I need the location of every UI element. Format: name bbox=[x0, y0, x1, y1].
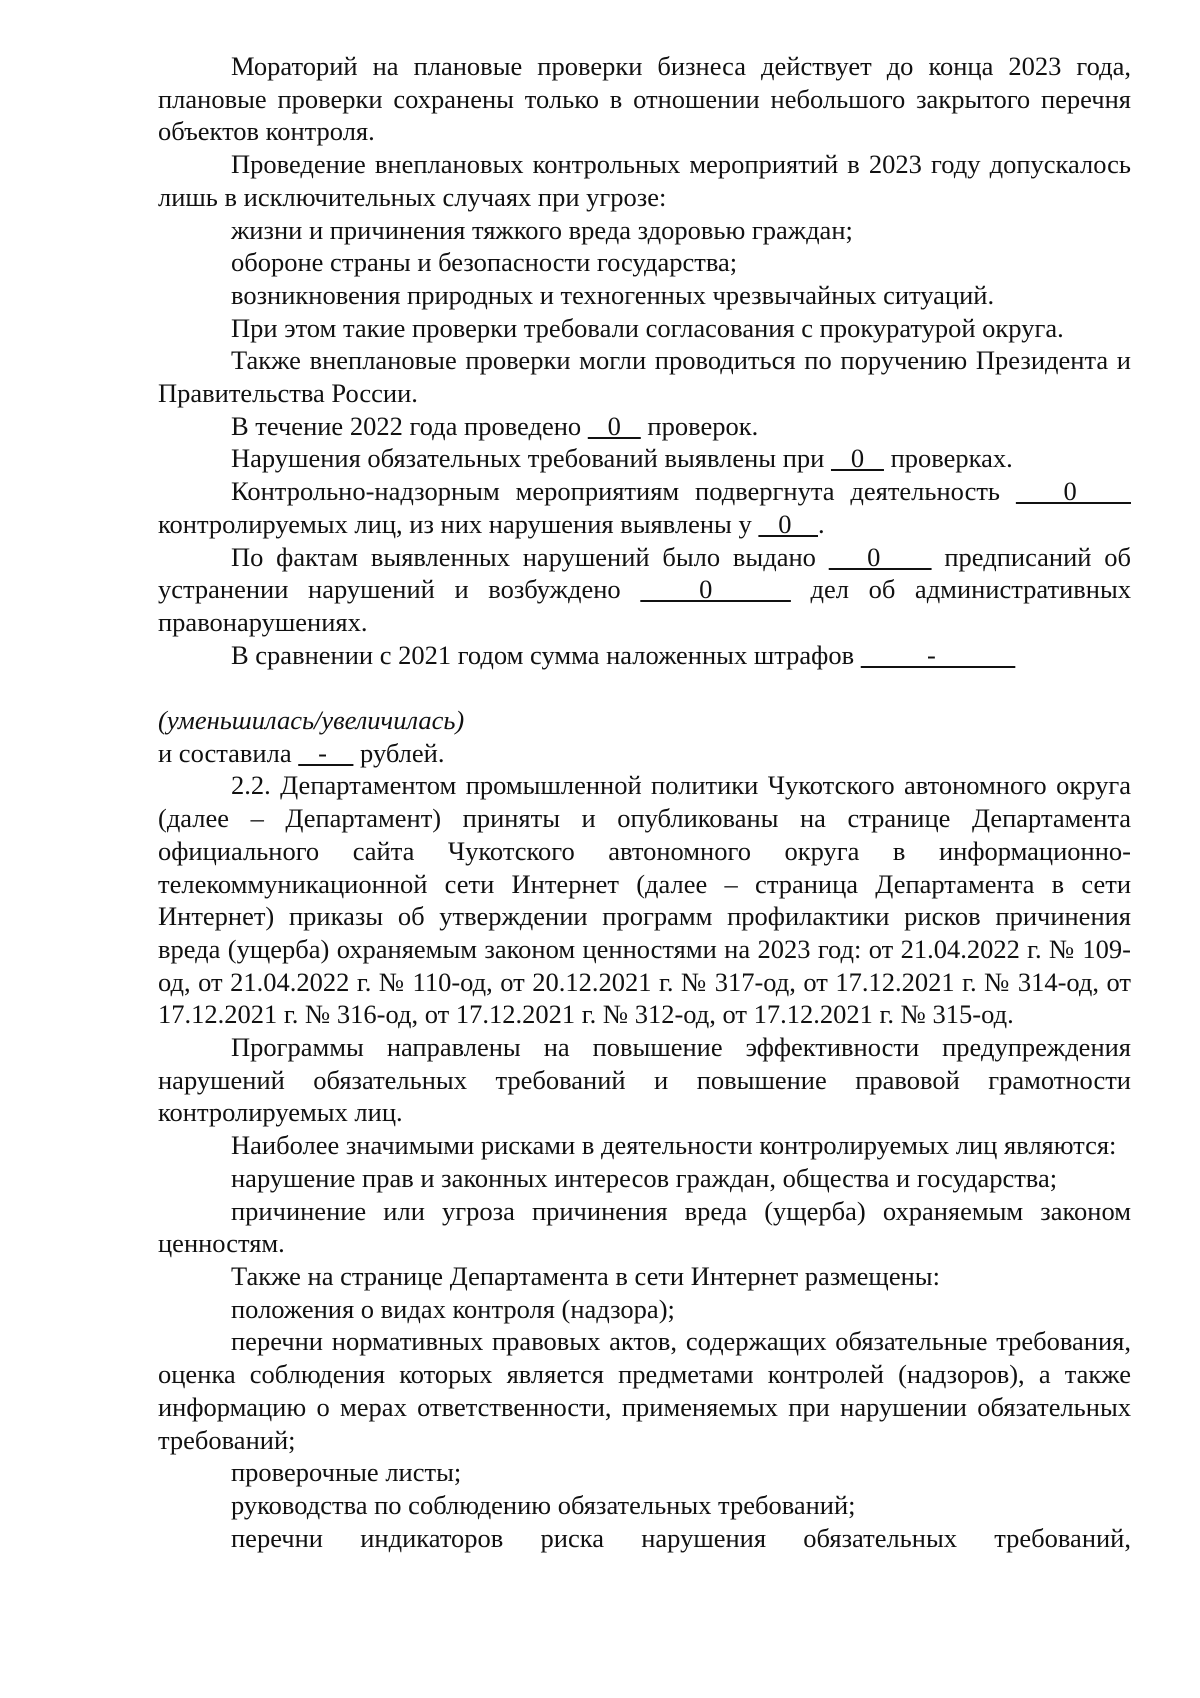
paragraph bbox=[158, 1260, 1131, 1293]
paragraph-text: перечни индикаторов риска нарушения обязательных требований, bbox=[231, 1522, 1131, 1553]
paragraph-text: 2.2. Департаментом промышленной политики Чукотского автономного округа (далее – Департамент) приняты и опубликованы на странице Департамента официального сайта Чукотского автономного округа в информационно-телекоммуникационной сети Интернет (далее – страница Департамента в сети Интернет) приказы об утверждении программ профилактики рисков причинения вреда (ущерба) охраняемым законом ценностями на 2023 год: от 21.04.2022 г. № 109-од, от 21.04.2022 г. № 110-од, от 20.12.2021 г. № 317-од, от 17.12.2021 г. № 314-од, от 17.12.2021 г. № 316-од, от 17.12.2021 г. № 312-од, от 17.12.2021 г. № 315-од. bbox=[158, 770, 1131, 1030]
paragraph bbox=[158, 50, 1131, 148]
paragraph bbox=[158, 1325, 1131, 1456]
paragraph-text: Контрольно-надзорным мероприятиям подвергнута деятельность bbox=[231, 476, 1016, 507]
paragraph-text: дел об административных правонарушениях. bbox=[158, 574, 1131, 637]
paragraph-text: перечни нормативных правовых актов, содержащих обязательные требования, оценка соблюдения которых является предметами контролей (надзоров), а также информацию о мерах ответственности, применяемых при нарушении обязательных требований; bbox=[158, 1326, 1131, 1455]
underlined-value: 0 bbox=[1015, 476, 1131, 507]
paragraph-text: В течение 2022 года проведено bbox=[231, 410, 588, 441]
paragraph-text: предписаний об устранении нарушений и возбуждено bbox=[158, 541, 1131, 605]
paragraph-text: проверок. bbox=[640, 410, 759, 441]
paragraph bbox=[158, 312, 1131, 345]
paragraph bbox=[158, 246, 1131, 279]
paragraph bbox=[158, 475, 1131, 540]
paragraph-text: нарушение прав и законных интересов граждан, общества и государства; bbox=[231, 1162, 1058, 1193]
paragraph-text: проверочные листы; bbox=[231, 1457, 462, 1488]
paragraph-text: руководства по соблюдению обязательных требований; bbox=[231, 1489, 856, 1520]
paragraph-text: (уменьшилась/увеличилась) bbox=[158, 705, 465, 736]
underlined-value: 0 bbox=[830, 443, 884, 474]
underlined-value: - bbox=[298, 737, 354, 768]
paragraph-text: Нарушения обязательных требований выявлены при bbox=[231, 443, 831, 474]
paragraph-text: положения о видах контроля (надзора); bbox=[231, 1293, 675, 1324]
paragraph bbox=[158, 442, 1131, 475]
paragraph bbox=[158, 1162, 1131, 1195]
paragraph-text: жизни и причинения тяжкого вреда здоровью граждан; bbox=[231, 214, 853, 245]
paragraph bbox=[158, 1456, 1131, 1489]
paragraph bbox=[158, 410, 1131, 443]
paragraph-text: обороне страны и безопасности государства; bbox=[231, 247, 738, 278]
paragraph-text: По фактам выявленных нарушений было выдано bbox=[231, 541, 829, 572]
underlined-value: 0 bbox=[758, 508, 818, 539]
paragraph-text: Проведение внеплановых контрольных мероприятий в 2023 году допускалось лишь в исключительных случаях при угрозе: bbox=[158, 149, 1131, 212]
paragraph bbox=[158, 704, 1131, 737]
paragraph-text: При этом такие проверки требовали согласования с прокуратурой округа. bbox=[231, 312, 1064, 343]
underlined-value: 0 bbox=[640, 574, 791, 605]
paragraph bbox=[158, 769, 1131, 1031]
blank-line bbox=[158, 671, 1131, 704]
paragraph bbox=[158, 737, 1131, 770]
underlined-value: - bbox=[860, 639, 1016, 670]
paragraph-text: контролируемых лиц, из них нарушения выявлены у bbox=[158, 508, 759, 539]
paragraph bbox=[158, 541, 1131, 639]
paragraph bbox=[158, 1129, 1131, 1162]
paragraph bbox=[158, 1522, 1131, 1555]
paragraph-text: Программы направлены на повышение эффективности предупреждения нарушений обязательных требований и повышение правовой грамотности контролируемых лиц. bbox=[158, 1032, 1131, 1128]
paragraph-text: возникновения природных и техногенных чрезвычайных ситуаций. bbox=[231, 279, 995, 310]
paragraph bbox=[158, 148, 1131, 213]
paragraph bbox=[158, 1293, 1131, 1326]
paragraph-text: Также на странице Департамента в сети Интернет размещены: bbox=[231, 1261, 940, 1291]
paragraph bbox=[158, 1031, 1131, 1129]
paragraph-text: рублей. bbox=[353, 737, 445, 768]
paragraph bbox=[158, 214, 1131, 247]
paragraph bbox=[158, 279, 1131, 312]
paragraph-text: причинение или угроза причинения вреда (ущерба) охраняемым законом ценностям. bbox=[158, 1195, 1131, 1259]
paragraph-text: Также внеплановые проверки могли проводиться по поручению Президента и Правительства России. bbox=[158, 345, 1131, 409]
paragraph-text: В сравнении с 2021 годом сумма наложенных штрафов bbox=[231, 639, 861, 670]
paragraph bbox=[158, 1195, 1131, 1260]
paragraph bbox=[158, 1489, 1131, 1522]
underlined-value: 0 bbox=[828, 541, 932, 572]
paragraph-text: и составила bbox=[158, 737, 299, 768]
paragraph-text: Мораторий на плановые проверки бизнеса действует до конца 2023 года, плановые проверки сохранены только в отношении небольшого закрытого перечня объектов контроля. bbox=[158, 51, 1131, 147]
paragraph-text: . bbox=[818, 508, 825, 539]
paragraph bbox=[158, 344, 1131, 409]
underlined-value: 0 bbox=[587, 410, 641, 441]
paragraph-text: проверках. bbox=[883, 443, 1013, 474]
paragraph bbox=[158, 639, 1131, 672]
paragraph-text: Наиболее значимыми рисками в деятельности контролируемых лиц являются: bbox=[231, 1130, 1117, 1161]
